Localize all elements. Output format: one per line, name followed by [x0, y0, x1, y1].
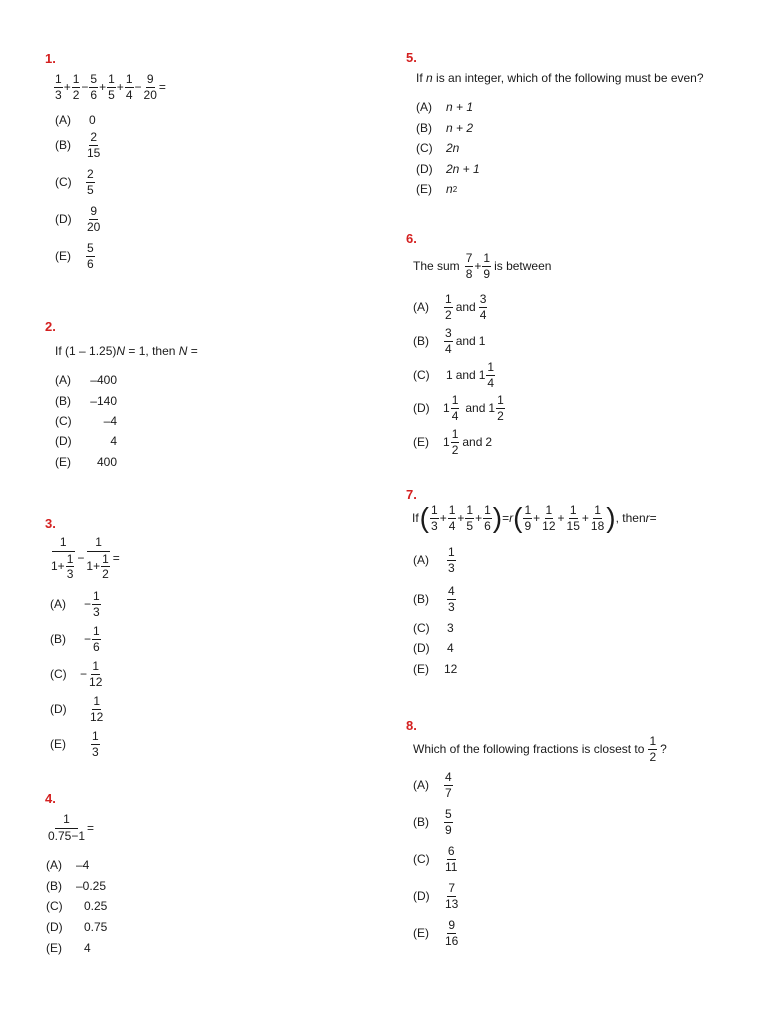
operator: +: [581, 511, 589, 526]
operator: +: [533, 511, 541, 526]
question-8-number: 8.: [406, 718, 417, 733]
equals-sign: =: [112, 551, 120, 566]
whole-number: 2: [485, 435, 493, 450]
exponent: 2: [452, 184, 458, 194]
answer-option[interactable]: [55, 455, 117, 469]
option-value: –4: [76, 858, 90, 872]
option-value: 3: [447, 621, 454, 635]
question-8-stem: [413, 735, 667, 763]
option-label: (C): [55, 414, 72, 428]
option-value: 2n + 1: [446, 162, 480, 176]
answer-option[interactable]: [55, 131, 102, 159]
sign: −: [80, 667, 88, 682]
answer-option[interactable]: [413, 882, 460, 910]
option-label: (B): [416, 121, 432, 135]
fraction: $\frac{1}{4}$: [125, 72, 133, 102]
variable: N: [178, 344, 188, 358]
option-value: 0: [89, 113, 96, 127]
question-7-number: 7.: [406, 487, 417, 502]
answer-option[interactable]: [55, 205, 102, 233]
option-label: (E): [50, 737, 66, 752]
answer-option[interactable]: [46, 858, 89, 872]
question-3-number: 3.: [45, 516, 56, 531]
option-value: 4: [84, 941, 91, 955]
operator: +: [116, 80, 124, 95]
answer-option[interactable]: [50, 660, 104, 688]
answer-option[interactable]: [413, 394, 506, 422]
complex-fraction: 1 1+ $\frac{1}{2}$: [86, 535, 109, 582]
option-fraction: $\frac{1}{3}$: [448, 545, 455, 575]
operator: −: [134, 80, 142, 95]
whole-number: 1: [478, 334, 486, 349]
fraction: $\frac{1}{3}$: [55, 72, 62, 102]
option-value: 0.25: [84, 899, 108, 913]
option-fraction: $\frac{7}{13}$: [445, 881, 459, 911]
option-label: (E): [413, 435, 429, 450]
fraction: $\frac{1}{2}$: [72, 72, 80, 102]
answer-option[interactable]: [55, 113, 96, 127]
option-label: (C): [55, 175, 72, 190]
fraction: $\frac{1}{18}$: [590, 503, 605, 533]
stem-text: If (1 – 1.25): [55, 344, 117, 358]
answer-option[interactable]: [413, 585, 457, 613]
stem-text: If: [416, 71, 427, 85]
answer-option[interactable]: [416, 141, 459, 155]
fraction: $\frac{1}{2}$: [497, 393, 504, 423]
answer-option[interactable]: [46, 920, 107, 934]
stem-text: =: [187, 344, 198, 358]
option-fraction: $\frac{6}{11}$: [445, 844, 458, 874]
answer-option[interactable]: [413, 919, 460, 947]
answer-option[interactable]: [413, 662, 457, 676]
option-fraction: $\frac{2}{15}$: [87, 130, 101, 160]
option-label: (E): [413, 926, 429, 941]
option-label: (D): [413, 401, 430, 416]
stem-text: = 1, then: [125, 344, 179, 358]
option-label: (C): [50, 667, 67, 682]
whole-number: 1: [478, 368, 486, 383]
option-fraction: $\frac{4}{3}$: [448, 584, 455, 614]
right-paren: ): [492, 502, 503, 534]
answer-option[interactable]: [55, 394, 117, 408]
option-value: –0.25: [76, 879, 107, 893]
fraction: $\frac{1}{9}$: [524, 503, 532, 533]
sign: −: [84, 597, 92, 612]
option-label: (E): [55, 249, 71, 264]
fraction: $\frac{1}{2}$: [445, 292, 452, 322]
stem-text: If: [412, 511, 419, 526]
answer-option[interactable]: [413, 621, 454, 635]
left-paren: (: [513, 502, 523, 534]
option-label: (A): [413, 300, 429, 315]
fraction: $\frac{1}{2}$: [451, 427, 459, 457]
question-6-stem: [413, 252, 551, 280]
fraction: $\frac{1}{9}$: [483, 251, 491, 281]
option-value: n + 2: [446, 121, 474, 135]
answer-option[interactable]: [46, 899, 107, 913]
question-1-expression: [53, 73, 166, 101]
option-label: (A): [46, 858, 62, 872]
answer-option[interactable]: [413, 641, 454, 655]
answer-option[interactable]: [413, 428, 492, 456]
answer-option[interactable]: [50, 625, 102, 653]
fraction: $\frac{1}{15}$: [566, 503, 580, 533]
fraction: $\frac{7}{8}$: [465, 251, 473, 281]
option-value: 4: [110, 434, 117, 448]
option-value: 2n: [446, 141, 460, 155]
and-text: and: [455, 368, 476, 383]
whole-number: 1: [488, 401, 496, 416]
answer-option[interactable]: [46, 941, 91, 955]
answer-option[interactable]: [416, 162, 480, 176]
option-fraction: $\frac{1}{6}$: [93, 624, 100, 654]
answer-option[interactable]: [413, 546, 457, 574]
variable: r: [509, 511, 514, 526]
fraction: $\frac{1}{12}$: [542, 503, 556, 533]
option-label: (D): [50, 702, 67, 717]
option-fraction: $\frac{9}{20}$: [87, 204, 101, 234]
fraction: $\frac{1}{3}$: [431, 503, 438, 533]
option-value: n: [446, 182, 453, 196]
question-5-stem: [416, 72, 704, 84]
and-text: and: [462, 435, 483, 450]
fraction: $\frac{1}{4}$: [487, 360, 495, 390]
option-value: –140: [90, 394, 117, 408]
answer-option[interactable]: [413, 327, 485, 355]
answer-option[interactable]: [46, 879, 106, 893]
option-value: n + 1: [446, 100, 474, 114]
option-label: (D): [46, 920, 63, 934]
option-label: (C): [46, 899, 63, 913]
whole-number: 1: [446, 368, 453, 383]
option-fraction: $\frac{2}{5}$: [87, 167, 94, 197]
option-label: (A): [55, 373, 71, 387]
option-label: (D): [413, 889, 430, 904]
operator: +: [439, 511, 447, 526]
option-fraction: $\frac{9}{16}$: [445, 918, 459, 948]
whole-number: 1: [443, 435, 450, 450]
answer-option[interactable]: [416, 121, 473, 135]
option-label: (E): [46, 941, 62, 955]
operator: +: [475, 511, 483, 526]
fraction: $\frac{5}{6}$: [90, 72, 98, 102]
answer-option[interactable]: [416, 100, 473, 114]
option-label: (E): [413, 662, 429, 676]
stem-text: The sum: [413, 259, 460, 274]
fraction: $\frac{9}{20}$: [143, 72, 157, 102]
option-label: (B): [46, 879, 62, 893]
operator: +: [99, 80, 107, 95]
option-value: –4: [103, 414, 117, 428]
answer-option[interactable]: [413, 361, 496, 389]
option-label: (B): [413, 334, 429, 349]
option-label: (D): [55, 434, 72, 448]
question-mark: ?: [660, 742, 667, 757]
option-label: (A): [413, 553, 429, 568]
whole-number: 1: [443, 401, 450, 416]
option-label: (B): [413, 815, 429, 830]
answer-option[interactable]: [413, 845, 459, 873]
question-1-number: 1.: [45, 51, 56, 66]
operator: −: [81, 80, 89, 95]
option-value: 12: [444, 662, 458, 676]
option-label: (A): [50, 597, 66, 612]
complex-fraction: 1 1+ $\frac{1}{3}$: [51, 535, 74, 582]
fraction: $\frac{1}{4}$: [451, 393, 459, 423]
option-label: (A): [55, 113, 71, 127]
right-paren: ): [606, 502, 616, 534]
option-label: (B): [55, 138, 71, 153]
answer-option[interactable]: [413, 771, 454, 799]
equals-sign: =: [502, 511, 510, 526]
equals-sign: =: [158, 80, 166, 95]
option-label: (A): [413, 778, 429, 793]
stem-text: is between: [494, 259, 552, 274]
answer-option[interactable]: [50, 590, 102, 618]
fraction: $\frac{1}{6}$: [484, 503, 491, 533]
answer-option[interactable]: [55, 414, 117, 428]
question-3-expression: [49, 536, 120, 581]
answer-option[interactable]: [55, 434, 117, 448]
operator: +: [557, 511, 565, 526]
answer-option[interactable]: [55, 373, 117, 387]
option-label: (D): [55, 212, 72, 227]
answer-option[interactable]: [55, 242, 96, 270]
variable: N: [116, 344, 126, 358]
answer-option[interactable]: [413, 808, 454, 836]
option-fraction: $\frac{1}{12}$: [90, 694, 104, 724]
variable: r: [645, 511, 650, 526]
question-4-number: 4.: [45, 791, 56, 806]
fraction: $\frac{3}{4}$: [445, 326, 452, 356]
fraction: $\frac{3}{4}$: [479, 292, 487, 322]
fraction: $\frac{1}{2}$: [649, 734, 657, 764]
answer-option[interactable]: [50, 730, 101, 758]
fraction: $\frac{1}{4}$: [448, 503, 456, 533]
option-label: (E): [416, 182, 432, 196]
operator: −: [77, 551, 85, 566]
option-value: 0.75: [84, 920, 108, 934]
option-label: (D): [416, 162, 433, 176]
operator: +: [457, 511, 465, 526]
question-2-number: 2.: [45, 319, 56, 334]
option-label: (B): [413, 592, 429, 607]
option-label: (C): [413, 852, 430, 867]
question-5-number: 5.: [406, 50, 417, 65]
stem-text: , then: [615, 511, 646, 526]
option-label: (E): [55, 455, 71, 469]
variable: n: [426, 71, 433, 85]
stem-text: Which of the following fractions is closest to: [413, 742, 645, 757]
option-value: 400: [96, 455, 117, 469]
option-label: (B): [50, 632, 66, 647]
answer-option[interactable]: [50, 695, 105, 723]
option-value: 4: [447, 641, 454, 655]
option-label: (D): [413, 641, 430, 655]
option-label: (C): [413, 368, 430, 383]
fraction: $\frac{1}{5}$: [108, 72, 115, 102]
equals-sign: =: [87, 820, 95, 835]
question-6-number: 6.: [406, 231, 417, 246]
operator: +: [63, 80, 71, 95]
operator: +: [474, 259, 482, 274]
and-text: and: [465, 401, 486, 416]
option-label: (B): [55, 394, 71, 408]
option-value: –400: [90, 373, 117, 387]
left-paren: (: [419, 502, 429, 534]
fraction: $\frac{1}{5}$: [466, 503, 474, 533]
and-text: and: [455, 334, 476, 349]
answer-option[interactable]: [55, 168, 96, 196]
question-2-stem: [55, 345, 198, 357]
option-label: (C): [413, 621, 430, 635]
option-fraction: $\frac{1}{3}$: [92, 729, 99, 759]
option-fraction: $\frac{4}{7}$: [445, 770, 452, 800]
question-7-stem: [412, 504, 657, 532]
fraction: $\frac{1}{0.75-1}$: [48, 812, 86, 843]
answer-option[interactable]: [413, 293, 488, 321]
and-text: and: [455, 300, 476, 315]
stem-text: =: [649, 511, 657, 526]
option-fraction: $\frac{1}{12}$: [89, 659, 103, 689]
sign: −: [84, 632, 92, 647]
option-fraction: $\frac{5}{6}$: [87, 241, 94, 271]
option-label: (C): [416, 141, 433, 155]
question-4-expression: [46, 813, 94, 842]
stem-text: is an integer, which of the following must be even?: [432, 71, 704, 85]
option-fraction: $\frac{1}{3}$: [93, 589, 100, 619]
option-fraction: $\frac{5}{9}$: [445, 807, 452, 837]
answer-option[interactable]: [416, 182, 457, 196]
option-label: (A): [416, 100, 432, 114]
